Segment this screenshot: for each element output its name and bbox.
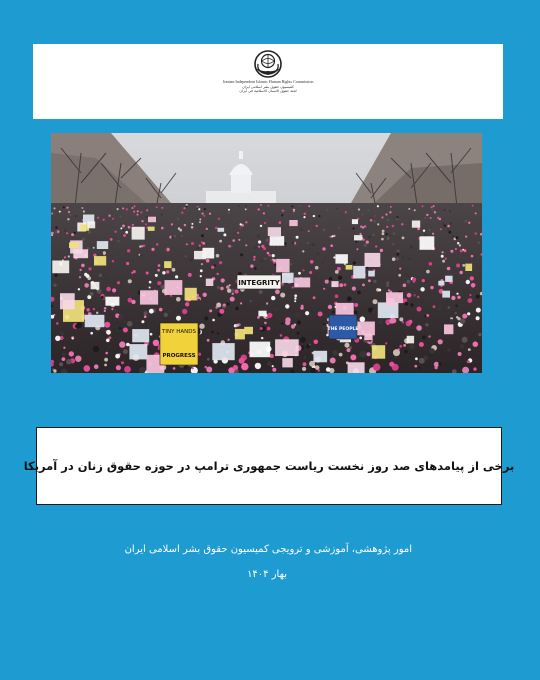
publication-date: بهار ۱۴۰۴: [247, 569, 287, 580]
logo-text-ar: لجنة حقوق الانسان الاسلامية في ايران: [239, 89, 297, 94]
sign-the-people: [328, 315, 359, 339]
header-band: [33, 44, 503, 119]
sign-tiny-hands: [160, 323, 198, 365]
title-box: [23, 427, 515, 505]
sign-integrity: [237, 275, 281, 289]
logo-text-fa: کمیسیون حقوق بشر اسلامی ایران: [242, 84, 294, 89]
sign-integrity-label: INTEGRITY: [238, 279, 280, 287]
crowd-protest-photo: [51, 133, 482, 373]
sign-the-people-label: THE PEOPLE: [327, 327, 359, 332]
ihrc-globe-hands-icon: [248, 50, 288, 80]
sign-progress-label: PROGRESS: [162, 353, 196, 359]
organization-line: امور پژوهشی، آموزشی و ترویجی کمیسیون حقوق بشر اسلامی ایران: [124, 544, 412, 555]
logo-text-en: Iranian Independent Islamic Human Rights Commission: [223, 79, 314, 84]
logo: [223, 50, 313, 114]
document-title: برخی از پیامدهای صد روز نخست ریاست جمهوری ترامپ در حوزه حقوق زنان در آمریکا: [23, 459, 515, 473]
sign-tiny-hands-label: TINY HANDS: [162, 329, 196, 335]
